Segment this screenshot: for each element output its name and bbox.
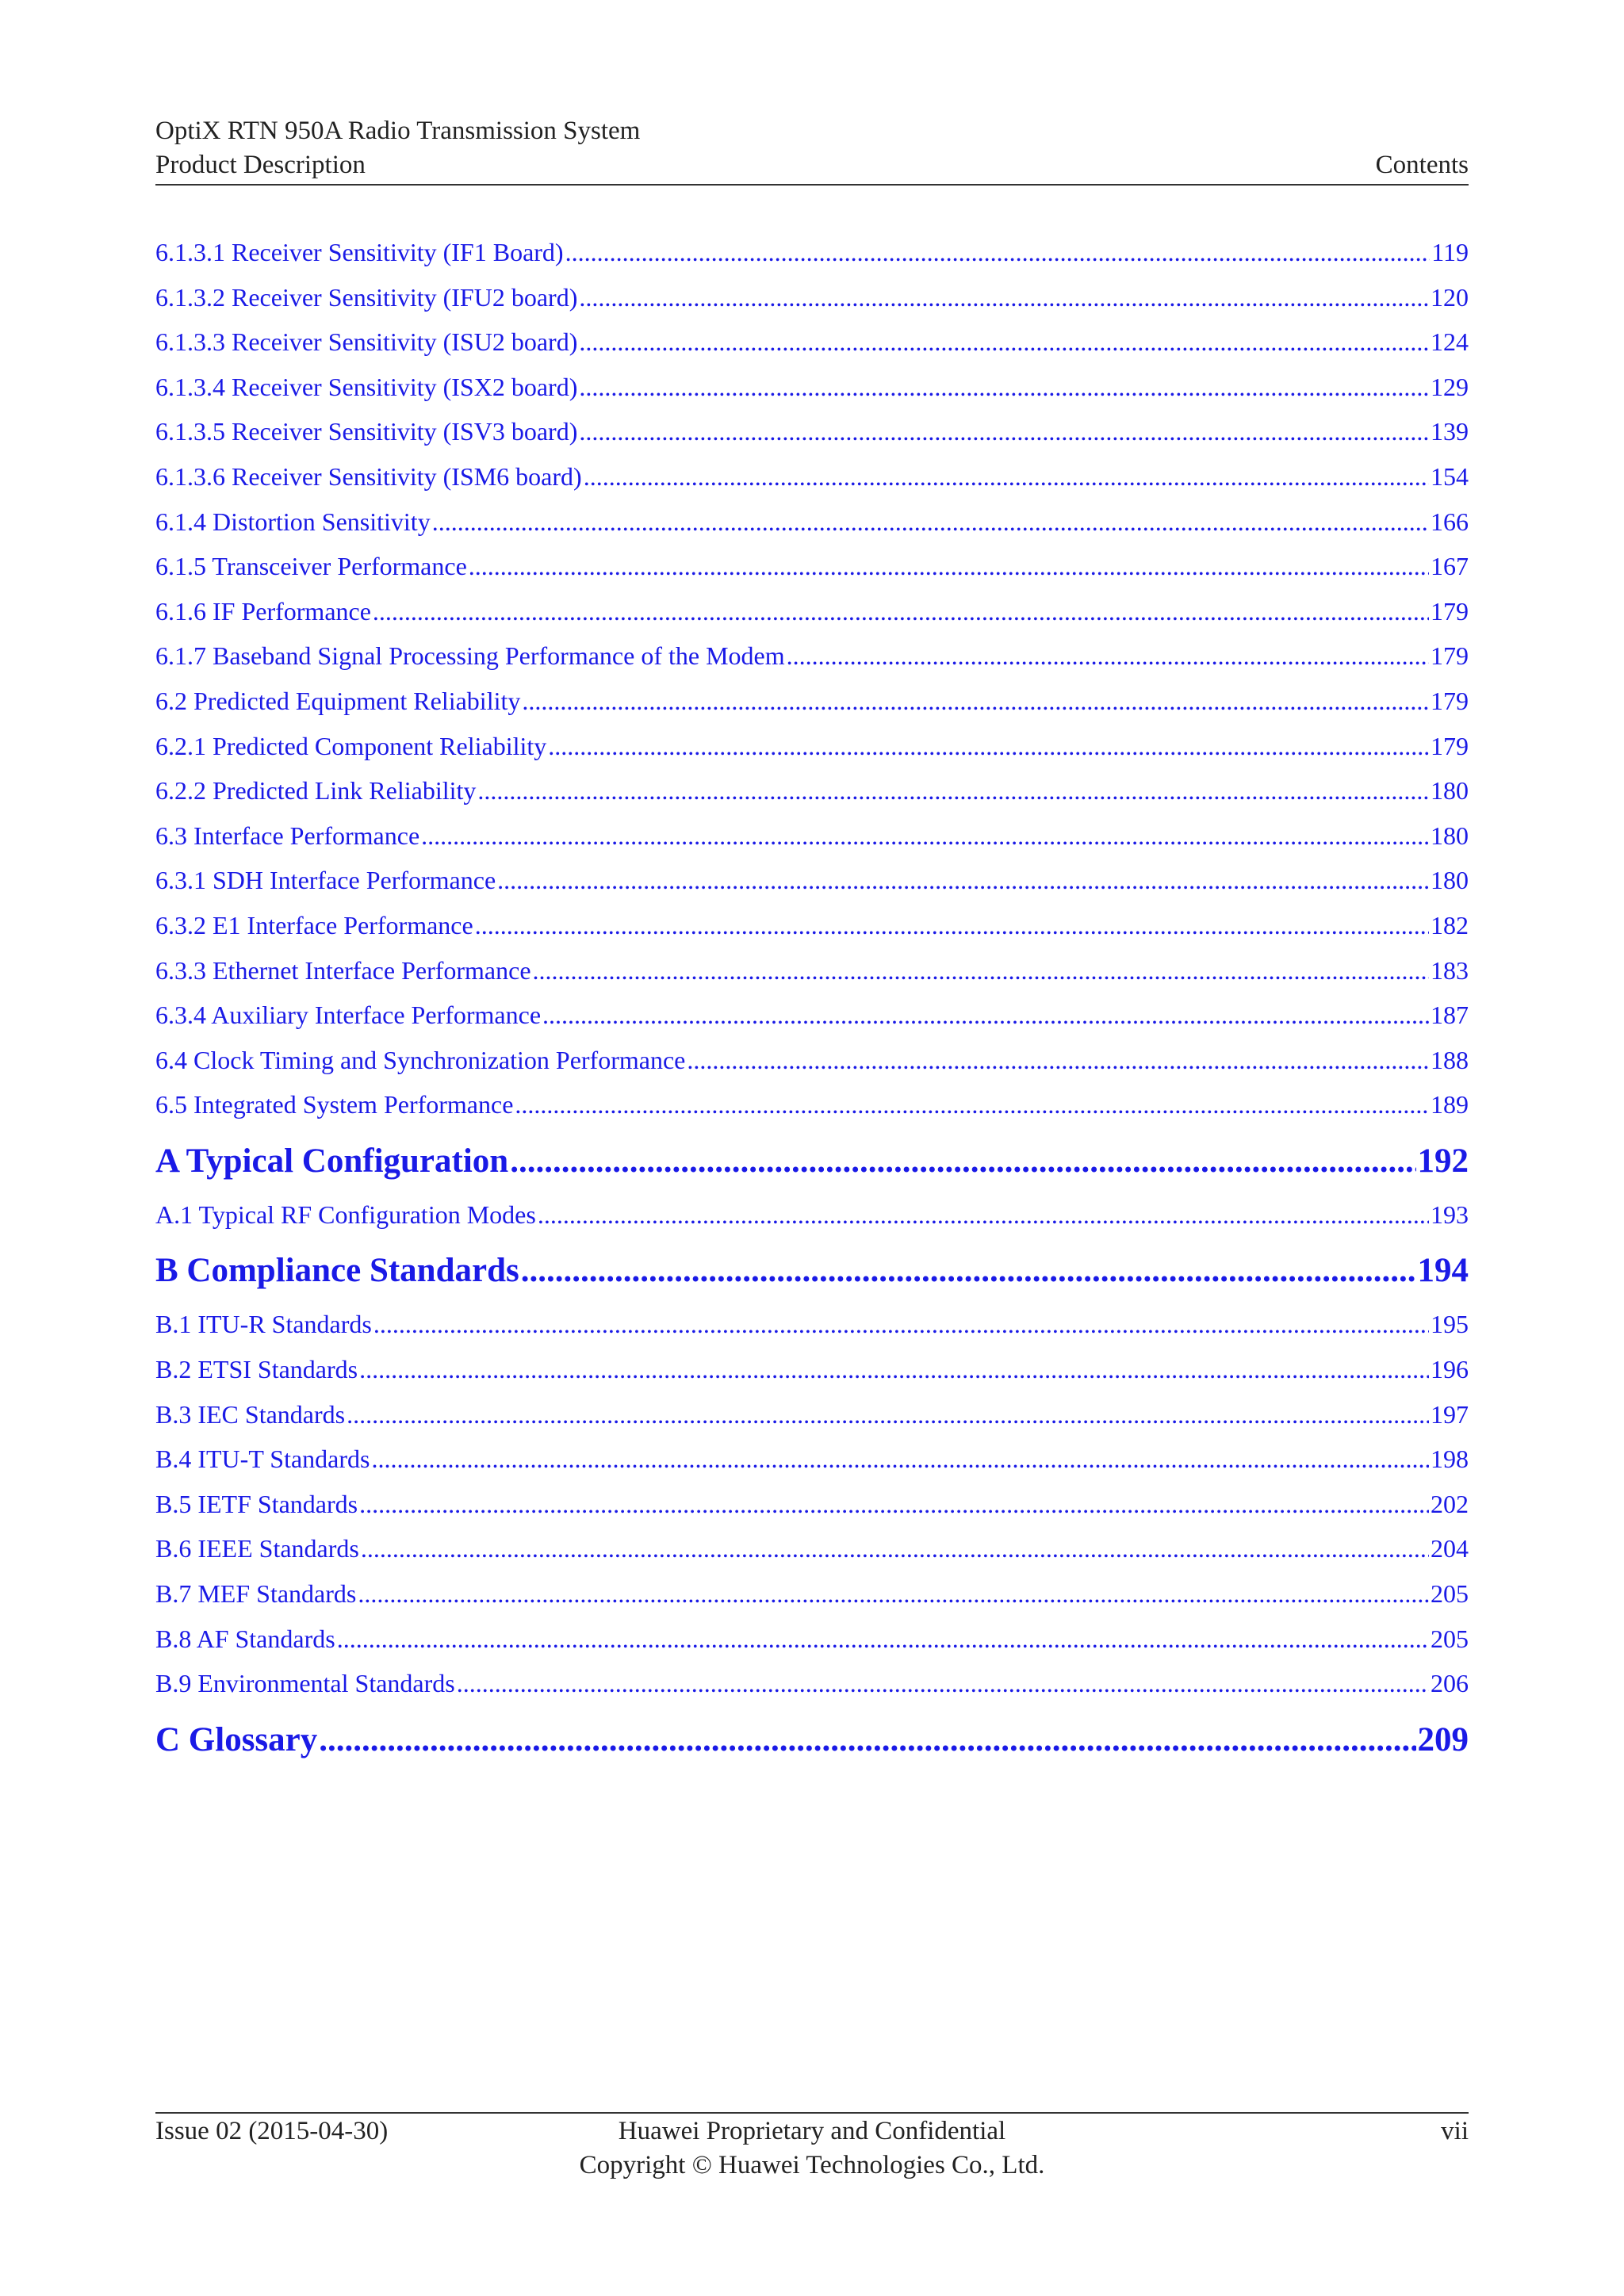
header-section-name: Contents xyxy=(1375,151,1469,179)
toc-entry-link[interactable] xyxy=(155,903,1469,948)
toc-dot-leader xyxy=(787,633,1429,679)
toc-page-number: 166 xyxy=(1431,507,1469,536)
toc-entry-link[interactable] xyxy=(155,1617,1469,1662)
toc-dot-leader xyxy=(359,1482,1429,1527)
toc-entry-link[interactable] xyxy=(155,365,1469,410)
toc-entry-link[interactable] xyxy=(155,454,1469,499)
toc-dot-leader xyxy=(371,1437,1429,1482)
toc-entry-title: 6.3 Interface Performance xyxy=(155,821,420,850)
toc-entry-title: 6.3.4 Auxiliary Interface Performance xyxy=(155,1001,542,1030)
toc-page-number: 194 xyxy=(1417,1252,1469,1290)
toc-dot-leader xyxy=(358,1571,1429,1617)
toc-page-number: 119 xyxy=(1431,238,1469,266)
toc-dot-leader xyxy=(432,499,1429,545)
toc-entry-title: 6.1.6 IF Performance xyxy=(155,596,371,626)
toc-dot-leader xyxy=(687,1038,1429,1083)
toc-entry-title: 6.2.1 Predicted Component Reliability xyxy=(155,731,547,760)
toc-entry-title: B.2 ETSI Standards xyxy=(155,1355,358,1384)
toc-page-number: 179 xyxy=(1431,686,1469,715)
toc-entry-link[interactable] xyxy=(155,858,1469,903)
toc-page-number: 187 xyxy=(1431,1001,1469,1030)
toc-dot-leader xyxy=(373,1302,1429,1347)
toc-dot-leader xyxy=(359,1347,1429,1392)
toc-entry-title: 6.1.3.5 Receiver Sensitivity (ISV3 board) xyxy=(155,417,578,446)
toc-page-number: 179 xyxy=(1431,641,1469,671)
toc-dot-leader xyxy=(475,903,1429,948)
toc-dot-leader xyxy=(477,768,1429,813)
toc-entry-link[interactable] xyxy=(155,409,1469,454)
toc-entry-link[interactable] xyxy=(155,993,1469,1038)
toc-dot-leader xyxy=(533,948,1429,993)
toc-page-number: 206 xyxy=(1431,1669,1469,1698)
toc-entry-link[interactable] xyxy=(155,230,1469,275)
toc-page-number: 124 xyxy=(1431,327,1469,357)
toc-dot-leader xyxy=(565,230,1431,275)
footer-confidentiality: Huawei Proprietary and Confidential xyxy=(618,2117,1006,2145)
toc-entry-title: B Compliance Standards xyxy=(155,1252,519,1290)
toc-dot-leader xyxy=(521,1240,1416,1302)
toc-dot-leader xyxy=(515,1082,1429,1127)
toc-entry-link[interactable] xyxy=(155,1571,1469,1617)
toc-entry-title: 6.1.3.1 Receiver Sensitivity (IF1 Board) xyxy=(155,238,564,266)
toc-entry-title: 6.1.4 Distortion Sensitivity xyxy=(155,507,431,536)
footer-rule xyxy=(155,2112,1469,2114)
toc-page-number: 120 xyxy=(1431,282,1469,312)
table-of-contents xyxy=(155,230,1469,1771)
toc-entry-title: B.8 AF Standards xyxy=(155,1624,335,1653)
toc-chapter-link[interactable] xyxy=(155,1240,1469,1302)
toc-entry-link[interactable] xyxy=(155,1302,1469,1347)
toc-entry-link[interactable] xyxy=(155,633,1469,679)
toc-entry-title: 6.3.3 Ethernet Interface Performance xyxy=(155,955,531,985)
toc-entry-title: B.4 ITU-T Standards xyxy=(155,1445,370,1474)
toc-entry-link[interactable] xyxy=(155,813,1469,859)
toc-entry-title: 6.5 Integrated System Performance xyxy=(155,1090,514,1119)
toc-page-number: 179 xyxy=(1431,731,1469,760)
toc-dot-leader xyxy=(579,275,1429,320)
toc-page-number: 198 xyxy=(1431,1445,1469,1474)
toc-entry-title: 6.1.3.2 Receiver Sensitivity (IFU2 board) xyxy=(155,282,578,312)
toc-page-number: 196 xyxy=(1431,1355,1469,1384)
header-doc-type: Product Description xyxy=(155,151,366,179)
toc-entry-link[interactable] xyxy=(155,1192,1469,1238)
toc-entry-link[interactable] xyxy=(155,1661,1469,1706)
toc-dot-leader xyxy=(579,365,1429,410)
toc-page-number: 204 xyxy=(1431,1534,1469,1563)
toc-entry-link[interactable] xyxy=(155,1526,1469,1571)
toc-entry-link[interactable] xyxy=(155,1437,1469,1482)
header-product-title: OptiX RTN 950A Radio Transmission System xyxy=(155,117,641,145)
toc-entry-title: C Glossary xyxy=(155,1720,318,1758)
toc-entry-title: 6.3.2 E1 Interface Performance xyxy=(155,910,473,939)
toc-entry-link[interactable] xyxy=(155,320,1469,365)
toc-dot-leader xyxy=(538,1192,1429,1238)
toc-dot-leader xyxy=(361,1526,1429,1571)
toc-page-number: 209 xyxy=(1417,1720,1469,1758)
header-rule xyxy=(155,184,1469,186)
toc-dot-leader xyxy=(421,813,1429,859)
toc-page-number: 197 xyxy=(1431,1399,1469,1429)
toc-entry-link[interactable] xyxy=(155,679,1469,724)
toc-entry-title: B.5 IETF Standards xyxy=(155,1489,358,1518)
toc-page-number: 129 xyxy=(1431,372,1469,401)
toc-page-number: 188 xyxy=(1431,1045,1469,1074)
toc-page-number: 189 xyxy=(1431,1090,1469,1119)
toc-dot-leader xyxy=(497,858,1429,903)
toc-dot-leader xyxy=(337,1617,1429,1662)
toc-page-number: 193 xyxy=(1431,1200,1469,1229)
toc-page-number: 183 xyxy=(1431,955,1469,985)
toc-entry-link[interactable] xyxy=(155,1482,1469,1527)
toc-entry-title: 6.3.1 SDH Interface Performance xyxy=(155,866,496,895)
toc-entry-link[interactable] xyxy=(155,948,1469,993)
toc-page-number: 192 xyxy=(1417,1142,1469,1180)
toc-entry-link[interactable] xyxy=(155,1038,1469,1083)
toc-dot-leader xyxy=(522,679,1429,724)
toc-dot-leader xyxy=(319,1709,1415,1771)
toc-entry-title: 6.1.7 Baseband Signal Processing Performance of the Modem xyxy=(155,641,785,671)
toc-entry-link[interactable] xyxy=(155,768,1469,813)
toc-chapter-link[interactable] xyxy=(155,1709,1469,1771)
toc-page-number: 205 xyxy=(1431,1579,1469,1609)
footer-page-number: vii xyxy=(1441,2117,1469,2145)
toc-entry-title: B.9 Environmental Standards xyxy=(155,1669,455,1698)
toc-entry-title: B.6 IEEE Standards xyxy=(155,1534,359,1563)
toc-dot-leader xyxy=(347,1392,1429,1437)
toc-page-number: 180 xyxy=(1431,866,1469,895)
toc-chapter-link[interactable] xyxy=(155,1131,1469,1192)
toc-entry-link[interactable] xyxy=(155,589,1469,634)
toc-dot-leader xyxy=(469,544,1429,589)
toc-page-number: 182 xyxy=(1431,910,1469,939)
toc-entry-title: 6.1.3.6 Receiver Sensitivity (ISM6 board) xyxy=(155,461,582,491)
toc-entry-title: 6.1.3.3 Receiver Sensitivity (ISU2 board) xyxy=(155,327,578,357)
toc-entry-title: 6.2.2 Predicted Link Reliability xyxy=(155,776,477,806)
footer-copyright: Copyright © Huawei Technologies Co., Ltd. xyxy=(579,2151,1045,2179)
toc-entry-title: 6.1.5 Transceiver Performance xyxy=(155,552,467,581)
toc-dot-leader xyxy=(373,589,1429,634)
toc-entry-link[interactable] xyxy=(155,1347,1469,1392)
toc-entry-title: 6.1.3.4 Receiver Sensitivity (ISX2 board) xyxy=(155,372,578,401)
toc-entry-link[interactable] xyxy=(155,499,1469,545)
toc-entry-link[interactable] xyxy=(155,1392,1469,1437)
toc-entry-title: B.3 IEC Standards xyxy=(155,1399,346,1429)
toc-page-number: 154 xyxy=(1431,461,1469,491)
toc-page-number: 202 xyxy=(1431,1489,1469,1518)
toc-entry-link[interactable] xyxy=(155,724,1469,769)
toc-dot-leader xyxy=(510,1131,1415,1192)
toc-dot-leader xyxy=(584,454,1429,499)
toc-dot-leader xyxy=(548,724,1429,769)
toc-dot-leader xyxy=(542,993,1429,1038)
toc-page-number: 167 xyxy=(1431,552,1469,581)
toc-entry-link[interactable] xyxy=(155,275,1469,320)
toc-page-number: 180 xyxy=(1431,776,1469,806)
toc-entry-link[interactable] xyxy=(155,1082,1469,1127)
toc-entry-title: A.1 Typical RF Configuration Modes xyxy=(155,1200,536,1229)
toc-page-number: 179 xyxy=(1431,596,1469,626)
toc-dot-leader xyxy=(579,409,1429,454)
toc-entry-title: A Typical Configuration xyxy=(155,1142,509,1180)
toc-entry-link[interactable] xyxy=(155,544,1469,589)
toc-dot-leader xyxy=(457,1661,1429,1706)
toc-entry-title: 6.4 Clock Timing and Synchronization Performance xyxy=(155,1045,686,1074)
toc-entry-title: B.1 ITU-R Standards xyxy=(155,1310,372,1339)
toc-entry-title: 6.2 Predicted Equipment Reliability xyxy=(155,686,521,715)
toc-page-number: 180 xyxy=(1431,821,1469,850)
toc-page-number: 139 xyxy=(1431,417,1469,446)
toc-entry-title: B.7 MEF Standards xyxy=(155,1579,357,1609)
toc-page-number: 205 xyxy=(1431,1624,1469,1653)
toc-dot-leader xyxy=(579,320,1429,365)
toc-page-number: 195 xyxy=(1431,1310,1469,1339)
footer-issue: Issue 02 (2015-04-30) xyxy=(155,2117,389,2145)
